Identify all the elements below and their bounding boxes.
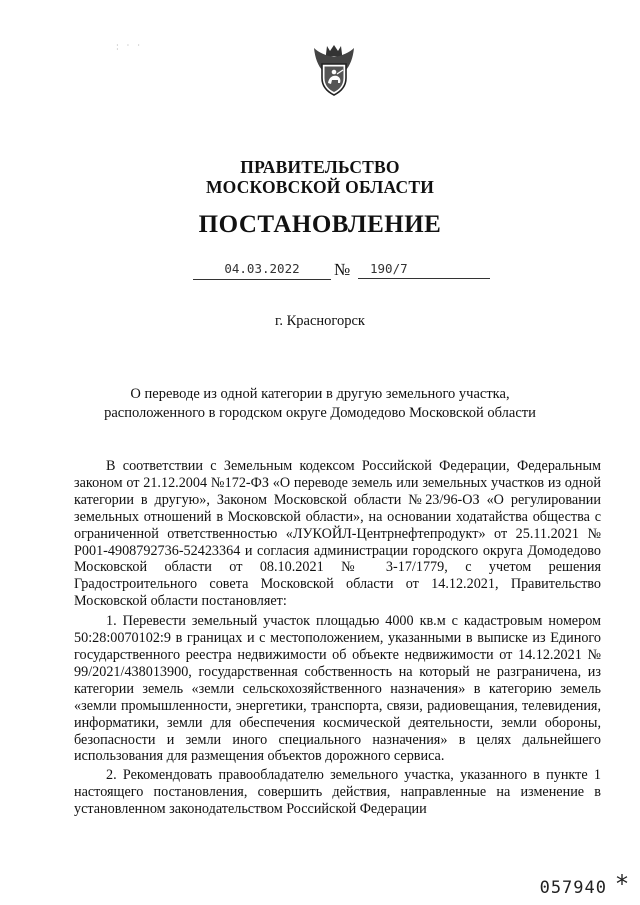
asterisk-mark-icon: * — [616, 870, 628, 898]
clause-1-paragraph: 1. Перевести земельный участок площадью 4000 кв.м с кадастровым номером 50:28:0070102:9 в границах и с местоположением, указанными в выписке из Единого государственного реестра недвижимости об объекте недвижимости от 14.12.2021 № 99/2021/438013900, государственная собственность на который не разграничена, из категории земель «земли сельскохозяйственного назначения» в категорию земель «земли промышленности, энергетики, транспорта, связи, радиовещания, телевидения, информатики, земли для обеспечения космической деятельности, земли обороны, безопасности и земли иного специального назначения» в целях дальнейшего использования для размещения объектов дорожного сервиса. — [74, 613, 601, 765]
subject-line-1: О переводе из одной категории в другую земельного участка, — [130, 386, 510, 402]
clause-2-paragraph: 2. Рекомендовать правообладателю земельного участка, указанного в пункте 1 настоящего постановления, совершить действия, направленные на изменение в установленном законодательством Российской Федерации — [74, 767, 601, 818]
document-city: г. Красногорск — [275, 313, 365, 329]
coat-of-arms-icon — [313, 44, 355, 96]
document-date: 04.03.2022 — [193, 259, 331, 280]
document-type: ПОСТАНОВЛЕНИЕ — [198, 211, 442, 238]
scan-specks: · · · · — [116, 41, 143, 54]
document-number: 190/7 — [358, 259, 490, 279]
government-region: МОСКОВСКОЙ ОБЛАСТИ — [205, 177, 435, 197]
document-subject — [70, 385, 570, 423]
preamble-paragraph: В соответствии с Земельным кодексом Российской Федерации, Федеральным законом от 21.12.2004 №172-ФЗ «О переводе земель или земельных участков из одной категории в другую», Законом Московской области №23/96-ОЗ «О регулировании земельных отношений в Московской области», на основании ходатайства общества с ограниченной ответственностью «ЛУКОЙЛ-Центрнефтепродукт» от 25.11.2021 № Р001-4908792736-52423364 и согласия администрации городского округа Домодедово Московской области от 08.10.2021 № 3-17/1779, с учетом решения Градостроительного совета Московской области от 14.12.2021, Правительство Московской области постановляет: — [74, 458, 601, 610]
document-body — [74, 458, 601, 818]
government-title: ПРАВИТЕЛЬСТВО — [240, 157, 400, 177]
subject-line-2: расположенного в городском округе Домодедово Московской области — [104, 405, 536, 421]
number-sign: № — [334, 260, 351, 279]
serial-number-stamp: 057940 — [539, 878, 607, 898]
